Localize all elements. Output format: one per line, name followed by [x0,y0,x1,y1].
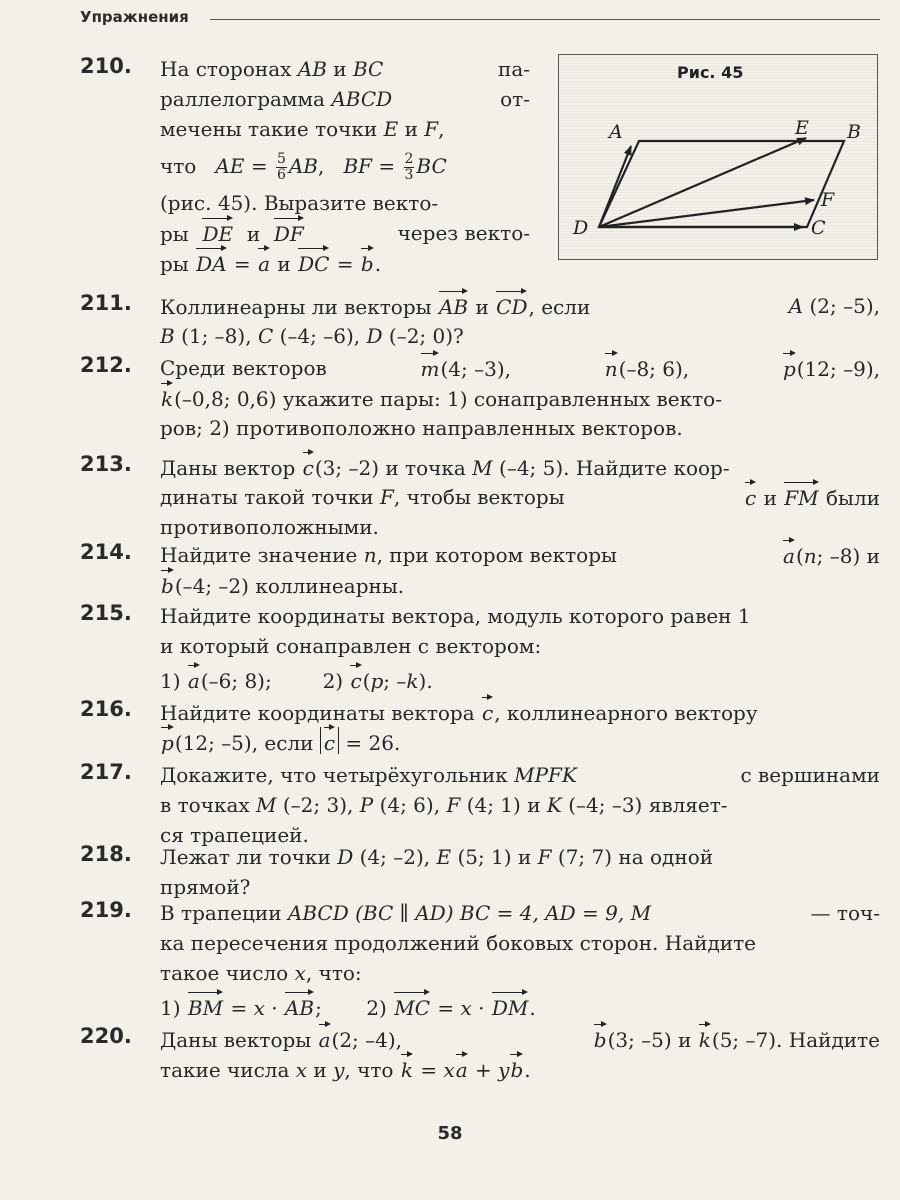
exercise-number: 219. [80,898,132,922]
header-rule [210,19,880,20]
exercise-212 [80,353,880,443]
exercise-number: 211. [80,291,132,315]
exercise-text: Коллинеарны ли векторы AB и CD, если A (2; –5), B (1; –8), C (–4; –6), D (–2; 0)? [160,291,880,351]
exercise-number: 210. [80,54,132,78]
point-label-D: D [573,217,589,239]
exercise-218 [80,842,880,902]
running-head [80,8,880,30]
point-label-C: C [811,217,826,239]
exercise-number: 215. [80,601,132,625]
page-number: 58 [437,1123,463,1144]
exercise-219 [80,898,880,1022]
exercise-text: На сторонах AB и BC па- раллелограмма ABCD от- мечены такие точки E и F, что AE = $\frac{5}{6}$ AB, BF = $\frac{2}{3}$ BC (рис. 45). Выразите векто- ры DE и DF через векто- ры DA = a и DC = b. [160,57,530,276]
exercise-text: Найдите координаты вектора c, коллинеарного вектору p(12; –5), если c = 26. [160,697,880,757]
fraction-5-6: $\frac{5}{6}$ [276,151,286,183]
parallelogram-outline [599,141,844,227]
exercise-number: 218. [80,842,132,866]
parallelogram-diagram [559,55,877,259]
exercise-213 [80,452,880,542]
point-label-A: A [609,121,623,143]
exercise-220 [80,1024,880,1084]
exercise-text: В трапеции ABCD (BC ∥ AD) BC = 4, AD = 9, M — точ- ка пересечения продолжений боковых сторон. Найдите такое число x, что: 1) BM = x · AB; 2) MC = x · DM. [160,901,880,1020]
exercise-number: 213. [80,452,132,476]
exercise-210 [80,54,530,278]
exercise-215 [80,601,880,695]
exercise-text: Лежат ли точки D (4; –2), E (5; 1) и F (7; 7) на одной прямой? [160,845,714,899]
figure-45 [558,54,878,260]
exercise-number: 217. [80,760,132,784]
exercise-number: 214. [80,540,132,564]
exercise-217 [80,760,880,850]
absolute-value: c [320,727,339,754]
exercise-number: 216. [80,697,132,721]
section-title: Упражнения [80,8,189,26]
fraction-2-3: $\frac{2}{3}$ [404,151,414,183]
exercise-text: Даны векторы a(2; –4), b(3; –5) и k(5; –7). Найдите такие числа x и y, что k = xa + yb. [160,1024,880,1084]
exercise-216 [80,697,880,757]
exercise-number: 212. [80,353,132,377]
exercise-211 [80,291,880,351]
point-label-E: E [795,117,809,139]
point-label-F: F [821,189,835,211]
exercise-text: Среди векторов m(4; –3), n(–8; 6), p(12; –9), k(–0,8; 0,6) укажите пары: 1) сонаправленных векто- ров; 2) противоположно направленных векторов. [160,353,880,443]
exercise-text: Найдите значение n, при котором векторы a(n; –8) и b(–4; –2) коллинеарны. [160,540,880,600]
figure-title: Рис. 45 [677,63,744,82]
point-label-B: B [847,121,861,143]
exercise-number: 220. [80,1024,132,1048]
exercise-214 [80,540,880,600]
exercise-text: Даны вектор c(3; –2) и точка M (–4; 5). Найдите коор- динаты такой точки F, чтобы векторы c и FM были противоположными. [160,452,880,542]
exercise-text: Найдите координаты вектора, модуль которого равен 1 и который сонаправлен с вектором: 1) a(–6; 8); 2) c(p; –k). [160,604,751,693]
exercise-text: Докажите, что четырёхугольник MPFK с вершинами в точках M (–2; 3), P (4; 6), F (4; 1) и K (–4; –3) являет- ся трапецией. [160,763,880,847]
